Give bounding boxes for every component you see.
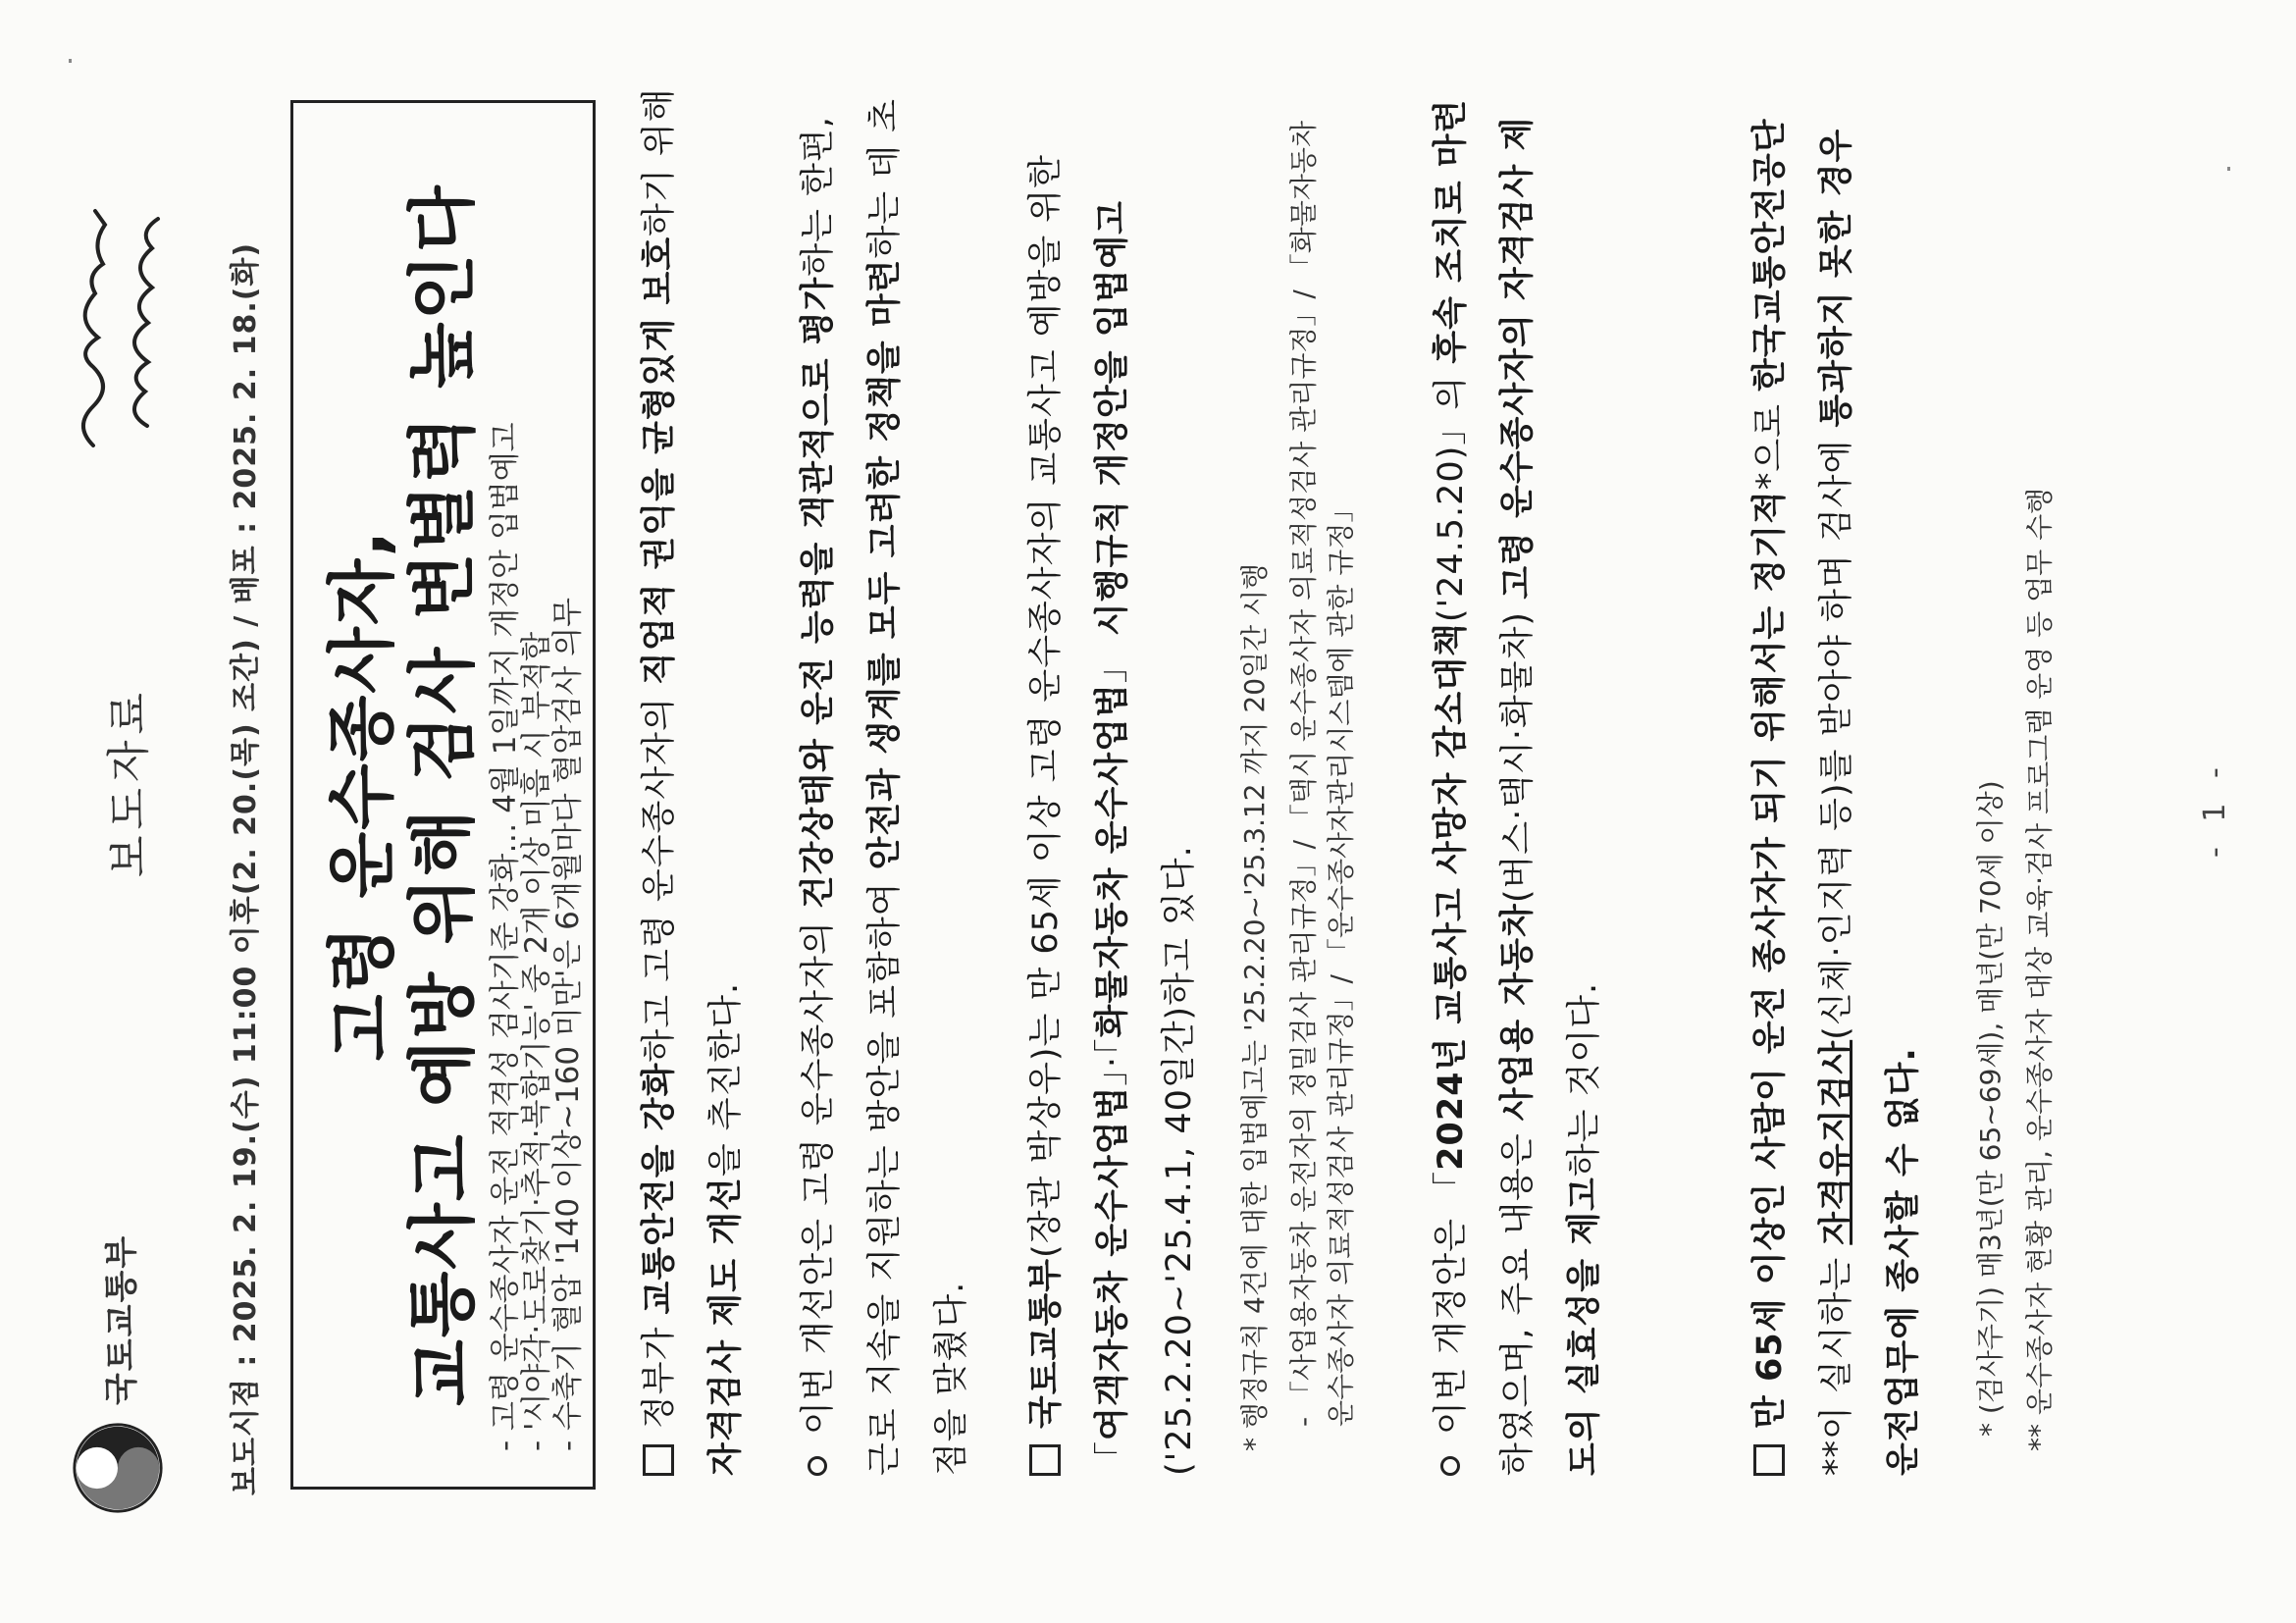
text-run: (버스·택시·화물차) xyxy=(1498,599,1538,904)
footnote-admin-rules: * 행정규칙 4건에 대한 입법예고는 '25.2.20~'25.3.12 까지 20일간 시행 xyxy=(1238,562,1271,1451)
scan-speck xyxy=(2227,167,2230,171)
circle-bullet-icon xyxy=(808,1456,827,1476)
text-run: ('25.2.20~'25.4.1, 40일간)하고 있다. xyxy=(1160,845,1199,1476)
paragraph-4 xyxy=(1418,82,1618,1476)
text-run: (장관 박상우)는 만 65세 이상 고령 운수종사자의 교통사고 예방을 위한 「 xyxy=(1026,154,1132,1476)
document-type-label: 보도자료 xyxy=(104,686,154,877)
text-run: 을 추진한다. xyxy=(706,981,746,1178)
embargo-line: 보도시점 : 2025. 2. 19.(수) 11:00 이후(2. 20.(목) 조간) / 배포 : 2025. 2. 18.(화) xyxy=(229,241,263,1495)
ministry-name: 국토교통부 xyxy=(101,1233,141,1405)
subtitle-item: - 고령 운수종사자 운전 적격성 검사기준 강화… 4월 1일까지 개정안 입법예고 xyxy=(488,422,523,1451)
emphasis: 사업용 자동차 xyxy=(1498,903,1538,1122)
text-run: 하는 것이다. xyxy=(1565,981,1604,1178)
emphasis: 교통안전을 강화 xyxy=(640,1062,679,1315)
emphasis: 시행규칙 개정안을 입법예고 xyxy=(1093,200,1132,637)
paragraph-5 xyxy=(1737,82,1937,1476)
emphasis: 고령 운수종사자의 자격검사 제도의 실효성을 제고 xyxy=(1498,116,1604,1476)
text-run: (신체·인지력 등)를 받아야 하며 검사에 xyxy=(1817,427,1856,1040)
taegeuk-emblem-icon xyxy=(71,1421,165,1515)
slogan-signature xyxy=(54,92,182,504)
ministry-logo xyxy=(64,1191,172,1515)
emphasis: 한국교통안전공단 xyxy=(1750,118,1790,392)
text-run: 정부가 xyxy=(640,1314,679,1429)
text-run: 이번 개선안은 고령 운수종사자의 xyxy=(799,909,838,1435)
emphasis: 통과하지 못한 경우 운전업무에 종사할 수 없다. xyxy=(1817,128,1923,1476)
emphasis: 직업적 권익을 균형있게 보호 xyxy=(640,236,679,686)
text-run: 하기 위해 xyxy=(640,87,679,236)
emphasis: 여객자동차 운수사업법 xyxy=(1093,1085,1132,1440)
text-run: 하고 고령 운수종사자의 xyxy=(640,685,679,1063)
footnote-rule-list: - 「사업용자동차 운전자의 정밀검사 관리규정」/ 「택시 운수종사자 의료적성검사 관리규정」/ 「화물자동차 운수종사자 의료적성검사 관리규정」/ 「운수종사자관리시스템에 관한 규정」 xyxy=(1287,121,1357,1427)
paragraph-2 xyxy=(785,82,985,1476)
square-bullet-icon xyxy=(643,1444,674,1476)
main-title-line1: 고령 운수종사자, xyxy=(322,528,402,1062)
paragraph-3 xyxy=(1013,82,1213,1476)
circle-bullet-icon xyxy=(1440,1456,1460,1476)
emphasis: 후속 조치로 마련 xyxy=(1432,98,1471,364)
emphasis: 2024년 교통사고 사망자 감소대책 xyxy=(1432,622,1471,1171)
text-run: 하였으며, 주요 내용은 xyxy=(1498,1121,1538,1476)
scan-speck xyxy=(69,59,72,63)
text-run: ('24.5.20)」의 xyxy=(1432,363,1471,623)
emphasis: 자격유지검사 xyxy=(1817,1039,1856,1245)
subtitle-item: - '시야각·도로찾기·추적·복합기능' 중 2개 이상 미흡 시 부적합 xyxy=(519,631,554,1451)
emphasis: 안전과 생계를 모두 고려한 정책을 마련 xyxy=(865,258,905,870)
text-run: 이번 개정안은 「 xyxy=(1432,1170,1471,1435)
emphasis: 화물자동차 운수사업법 xyxy=(1093,683,1132,1038)
text-run: *으로 xyxy=(1750,391,1790,491)
emphasis: 자격검사 제도 개선 xyxy=(706,1177,746,1476)
emphasis: 만 65세 이상인 사람이 운전 종사자가 되기 위해서는 xyxy=(1750,592,1790,1429)
text-run: 하는 데 초점을 맞췄다. xyxy=(865,98,971,1476)
emphasis: 정기적 xyxy=(1750,490,1790,593)
emphasis: 건강상태와 운전 능력을 객관적으로 평가 xyxy=(799,276,838,910)
paragraph-1 xyxy=(626,82,759,1476)
square-bullet-icon xyxy=(1029,1444,1061,1476)
text-run: **이 실시하는 xyxy=(1817,1244,1856,1476)
title-box xyxy=(290,100,596,1490)
text-run: 하는 한편, 근로 지속을 지원하는 방안을 포함하여 xyxy=(799,116,905,1476)
text-run: 」 xyxy=(1093,636,1132,684)
footnote-inspection-cycle: * (검사주기) 매3년(만 65~69세), 매년(만 70세 이상) xyxy=(1974,780,2007,1437)
subtitle-item: - 수축기 혈압 '140 이상~160 미만'은 6개월마다 혈압검사 의무 xyxy=(550,597,586,1451)
text-run: 」·「 xyxy=(1093,1037,1132,1086)
square-bullet-icon xyxy=(1753,1444,1785,1476)
emphasis: 국토교통부 xyxy=(1026,1257,1066,1429)
main-title-line2: 교통사고 예방 위해 검사 변별력 높인다 xyxy=(402,183,483,1406)
subtitle-list xyxy=(490,422,584,1451)
footnote-kotsa-role: ** 운수종사자 현황 관리, 운수종사자 대상 교육·검사 프로그램 운영 등 업무 수행 xyxy=(2023,487,2056,1451)
page-number: - 1 - xyxy=(2198,759,2232,858)
